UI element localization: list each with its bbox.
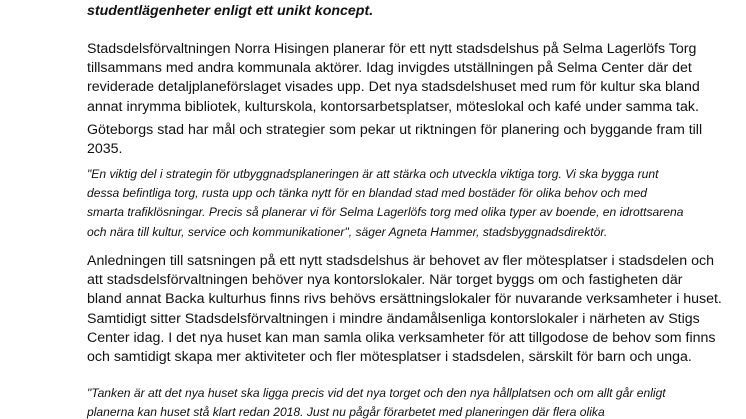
quote-new-house — [87, 384, 727, 419]
quote-line: "En viktig del i strategin för utbyggnadsplaneringen är att stärka och utveckla viktiga torg. Vi ska bygga runt — [87, 167, 659, 181]
paragraph-line: tillsammans med andra kommunala aktörer. Idag invigdes utställningen på Selma Center där det — [87, 60, 692, 77]
paragraph-line: Center idag. I det nya huset kan man samla olika verksamheter för att tillgodose de behov som finns — [87, 329, 716, 346]
quote-line: planerna kan huset stå klart redan 2018. Just nu pågår förarbetet med planeringen där flera olika — [87, 405, 605, 419]
quote-line: "Tanken är att det nya huset ska ligga precis vid det nya torget och den nya hållplatsen och om allt går enligt — [87, 386, 666, 400]
quote-line: dessa befintliga torg, rusta upp och tänka nytt för en blandad stad med bostäder för olika behov och med — [87, 186, 648, 201]
paragraph-line: Samtidigt sitter Stadsdelsförvaltningen i mindre ändamålsenliga kontorslokaler i närheten av Stigs — [87, 310, 700, 327]
paragraph-line: att stadsdelsförvaltningen behöver nya kontorslokaler. När torget byggs om och fastigheten där — [87, 272, 683, 289]
paragraph-line: 2035. — [87, 141, 123, 158]
lead-paragraph — [87, 2, 727, 21]
paragraph-line: annat inrymma bibliotek, kulturskola, kontorsarbetsplatser, möteslokal och kafé under samma tak. — [87, 98, 699, 115]
quote-agneta-hammer — [87, 165, 727, 242]
paragraph-stadsdelshus — [87, 40, 727, 117]
paragraph-line: bland annat Backa kulturhus finns rivs behövs ersättningslokaler för nuvarande verksamheter i huset. — [87, 291, 722, 308]
lead-line: studentlägenheter enligt ett unikt koncept. — [87, 3, 374, 19]
quote-line: smarta trafiklösningar. Precis så planerar vi för Selma Lagerlöfs torg med olika typer av boende, en idrottsarena — [87, 205, 684, 220]
quote-line: och nära till kultur, service och kommunikationer", säger Agneta Hammer, stadsbyggnadsdirektör. — [87, 224, 608, 239]
paragraph-line: reviderade detaljplaneförslaget visades upp. Det nya stadsdelshuset med rum för kultur ska bland — [87, 79, 700, 96]
paragraph-goteborg-strategy — [87, 121, 727, 159]
paragraph-motivation — [87, 252, 727, 367]
paragraph-line: Anledningen till satsningen på ett nytt stadsdelshus är behovet av fler mötesplatser i stadsdelen och — [87, 253, 714, 269]
paragraph-line: Göteborgs stad har mål och strategier som pekar ut riktningen för planering och byggande fram till — [87, 122, 703, 138]
paragraph-line: Stadsdelsförvaltningen Norra Hisingen planerar för ett nytt stadsdelshus på Selma Lagerlöfs Torg — [87, 41, 697, 57]
paragraph-line: och samtidigt skapa mer aktiviteter och fler mötesplatser i stadsdelen, särskilt för barn och unga. — [87, 349, 692, 366]
